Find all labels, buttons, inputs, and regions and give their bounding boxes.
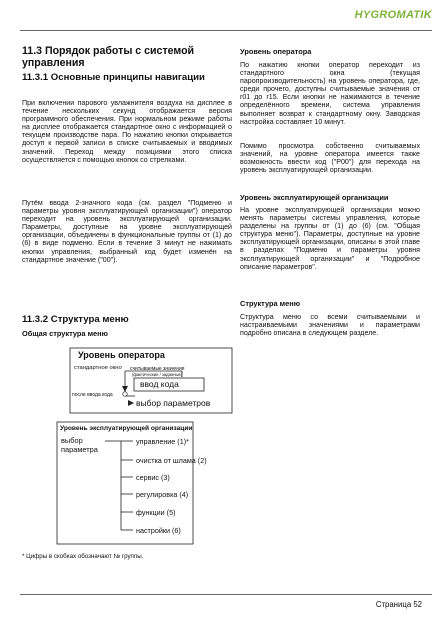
param-select-label: выбор параметра xyxy=(61,436,98,454)
footer-rule xyxy=(20,594,432,595)
standard-window-label: стандартное окно xyxy=(74,365,122,371)
menu-structure-title: 11.3.2 Структура меню xyxy=(22,314,129,325)
general-structure-label: Общая структура меню xyxy=(22,329,108,338)
menu-item-settings: настройки (6) xyxy=(136,526,181,535)
operator-level-heading: Уровень оператора xyxy=(240,47,312,56)
footnote: * Цифры в скобках обозначают № группы. xyxy=(22,553,144,560)
menu-item-adjustment: регулировка (4) xyxy=(136,490,189,499)
subsection-title: 11.3.1 Основные принципы навигации xyxy=(22,72,205,83)
param-select-top-label: выбор параметров xyxy=(136,398,211,408)
operator-level-paragraph: По нажатию кнопки оператор переходит из стандартного окна (текущая паропроизводительность) на уровень оператора, где, среди прочего, доступны считываемые значения от r01 до r15. Если кнопки не нажимаются в течение определённого времени, система управления выполняет возврат к стандартному окну. Заводская настройка составляет 10 минут. xyxy=(240,61,420,126)
intro-paragraph: При включении парового увлажнителя воздуха на дисплее в течение нескольких секунд отображается версия программного обеспечения. При нормальном режиме работы на дисплее отображается стандартное окно с информацией о текущем производстве пара. По нажатию кнопки открывается доступ к первой записи в списке считываемых и вводимых значений. Переход между позициями этого списка осуществляется с помощью кнопок со стрелками. xyxy=(22,99,232,164)
operator-code-paragraph: Помимо просмотра собственно считываемых значений, на уровне оператора имеется также возможность ввести код ("P00") для перехода на уровень эксплуатирующей организации. xyxy=(240,142,420,175)
operator-level-title: Уровень оператора xyxy=(78,350,165,360)
menu-item-service: сервис (3) xyxy=(136,473,170,482)
menu-structure-paragraph: Структура меню со всеми считываемыми и настраиваемыми значениями и параметрами подробно описана в следующем разделе. xyxy=(240,313,420,338)
menu-item-control: управление (1)* xyxy=(136,437,189,446)
org-level-title: Уровень эксплуатирующей организации xyxy=(60,425,193,432)
menu-structure-heading: Структура меню xyxy=(240,299,301,308)
menu-item-desludging: очистка от шлама (2) xyxy=(136,456,207,465)
org-level-paragraph: На уровне эксплуатирующей организации можно менять параметры системы управления, которые разделены на группы от (1) до (6) (см. "Общая структура меню"). Параметры, доступные на уровне эксплуатирующей организации, описаны в этой главе в разделах "Подменю и параметры уровня эксплуатирующей организации" и "Подробное описание параметров". xyxy=(240,206,420,271)
page-number: Страница 52 xyxy=(375,600,422,609)
menu-item-functions: функции (5) xyxy=(136,508,176,517)
readable-values-note: (фактические / заданные) xyxy=(132,372,183,377)
brand-logo: HYGROMATIK xyxy=(354,9,432,21)
code-paragraph: Путём ввода 2-значного кода (см. раздел "Подменю и параметры уровня эксплуатирующей организации") оператор переходит на уровень эксплуатирующей организации. Параметры, доступные на уровне эксплуатирующей организации, объединены в функциональные группы от (1) до (6) в виде подменю. Если в течение 3 минут не нажимать кнопки управления, выбранный код будет изменён на стандартное значение ("00"). xyxy=(22,199,232,264)
readable-values-label: считываемые значения xyxy=(130,366,185,372)
after-code-entry-label: после ввода кода xyxy=(72,392,113,398)
code-entry-label: ввод кода xyxy=(140,379,179,389)
section-title: 11.3 Порядок работы с системой управления xyxy=(22,45,195,69)
org-level-heading: Уровень эксплуатирующей организации xyxy=(240,193,389,202)
